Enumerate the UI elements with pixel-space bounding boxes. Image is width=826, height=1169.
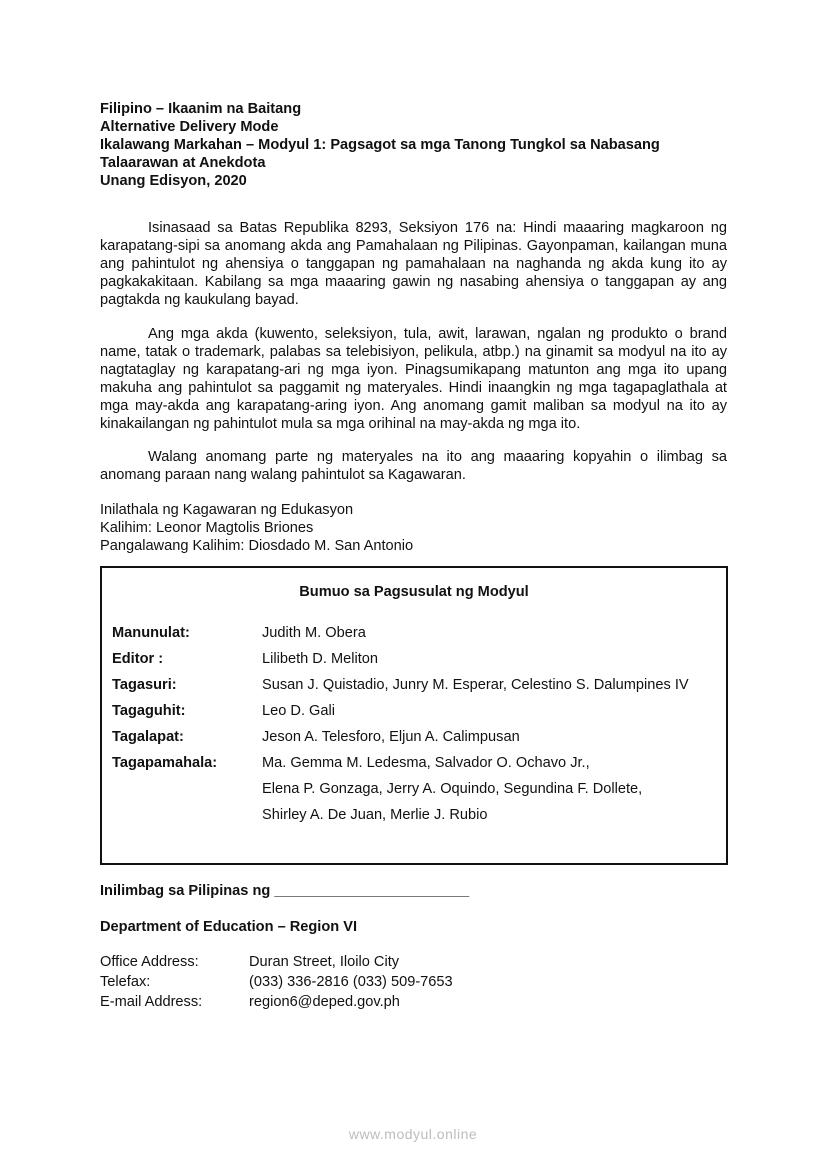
credit-continuation: Elena P. Gonzaga, Jerry A. Oquindo, Segundina F. Dollete, — [262, 781, 643, 797]
copyright-paragraph-2: Ang mga akda (kuwento, seleksiyon, tula, awit, larawan, ngalan ng produkto o brand name, tatak o trademark, palabas sa telebisiyon, pelikula, atbp.) na ginamit sa modyul na ito ay nagtataglay ng karapatang-ari ng mga iyon. Pinagsumikapang matunton ang mga ito upang makuha ang pahintulot sa paggamit ng materyales. Hindi inaangkin ng mga tagapaglathala at mga may-akda ang karapatang-aring iyon. Ang anomang gamit maliban sa modyul na ito ay kinakailangan ng pahintulot mula sa mga orihinal na may-akda ng mga ito. — [100, 326, 727, 432]
credit-value: Judith M. Obera — [262, 625, 366, 641]
credit-label: Tagasuri: — [112, 677, 177, 693]
telefax-value: (033) 336-2816 (033) 509-7653 — [249, 974, 453, 990]
publisher-info — [100, 501, 413, 555]
header-subject: Filipino – Ikaanim na Baitang — [100, 101, 302, 117]
document-header — [100, 100, 740, 190]
region-heading: Department of Education – Region VI — [100, 919, 358, 935]
credit-label: Tagapamahala: — [112, 755, 218, 771]
credit-value: Lilibeth D. Meliton — [262, 651, 378, 667]
credit-label: Editor : — [112, 651, 164, 667]
email-value: region6@deped.gov.ph — [249, 994, 400, 1010]
email-label: E-mail Address: — [100, 994, 203, 1010]
header-mode: Alternative Delivery Mode — [100, 119, 279, 135]
undersecretary-line: Pangalawang Kalihim: Diosdado M. San Antonio — [100, 538, 414, 554]
credit-label: Tagalapat: — [112, 729, 184, 745]
credits-box — [100, 566, 728, 865]
header-edition: Unang Edisyon, 2020 — [100, 173, 247, 189]
header-module: Ikalawang Markahan – Modyul 1: Pagsagot sa mga Tanong Tungkol sa Nabasang — [100, 137, 660, 153]
printed-in-line: Inilimbag sa Pilipinas ng ________________________ — [100, 883, 470, 899]
secretary-line: Kalihim: Leonor Magtolis Briones — [100, 520, 314, 536]
copyright-paragraph-1: Isinasaad sa Batas Republika 8293, Seksiyon 176 na: Hindi maaaring magkaroon ng karapatang-sipi sa anomang akda ang Pamahalaan ng Pilipinas. Gayonpaman, kailangan muna ang pahintulot ng ahensiya o tanggapan ng pamahalaan na naghanda ng akda kung ito ay pagkakakitaan. Kabilang sa mga maaaring gawin ng nasabing ahensiya o tanggapan ay ang pagtakda ng kaukulang bayad. — [100, 220, 727, 308]
office-address-value: Duran Street, Iloilo City — [249, 954, 400, 970]
credits-title: Bumuo sa Pagsusulat ng Modyul — [299, 584, 529, 600]
credit-label: Tagaguhit: — [112, 703, 186, 719]
header-module-cont: Talaarawan at Anekdota — [100, 155, 266, 171]
credit-value: Ma. Gemma M. Ledesma, Salvador O. Ochavo Jr., — [262, 755, 590, 771]
credit-value: Jeson A. Telesforo, Eljun A. Calimpusan — [262, 729, 520, 745]
credit-value: Susan J. Quistadio, Junry M. Esperar, Celestino S. Dalumpines IV — [262, 677, 689, 693]
watermark: www.modyul.online — [348, 1126, 478, 1142]
telefax-label: Telefax: — [100, 974, 151, 990]
copyright-paragraph-3: Walang anomang parte ng materyales na ito ang maaaring kopyahin o ilimbag sa anomang paraan nang walang pahintulot sa Kagawaran. — [100, 449, 727, 483]
credit-value: Leo D. Gali — [262, 703, 336, 719]
credit-label: Manunulat: — [112, 625, 190, 641]
publisher-line: Inilathala ng Kagawaran ng Edukasyon — [100, 502, 354, 518]
office-address-label: Office Address: — [100, 954, 199, 970]
credit-continuation: Shirley A. De Juan, Merlie J. Rubio — [262, 807, 488, 823]
